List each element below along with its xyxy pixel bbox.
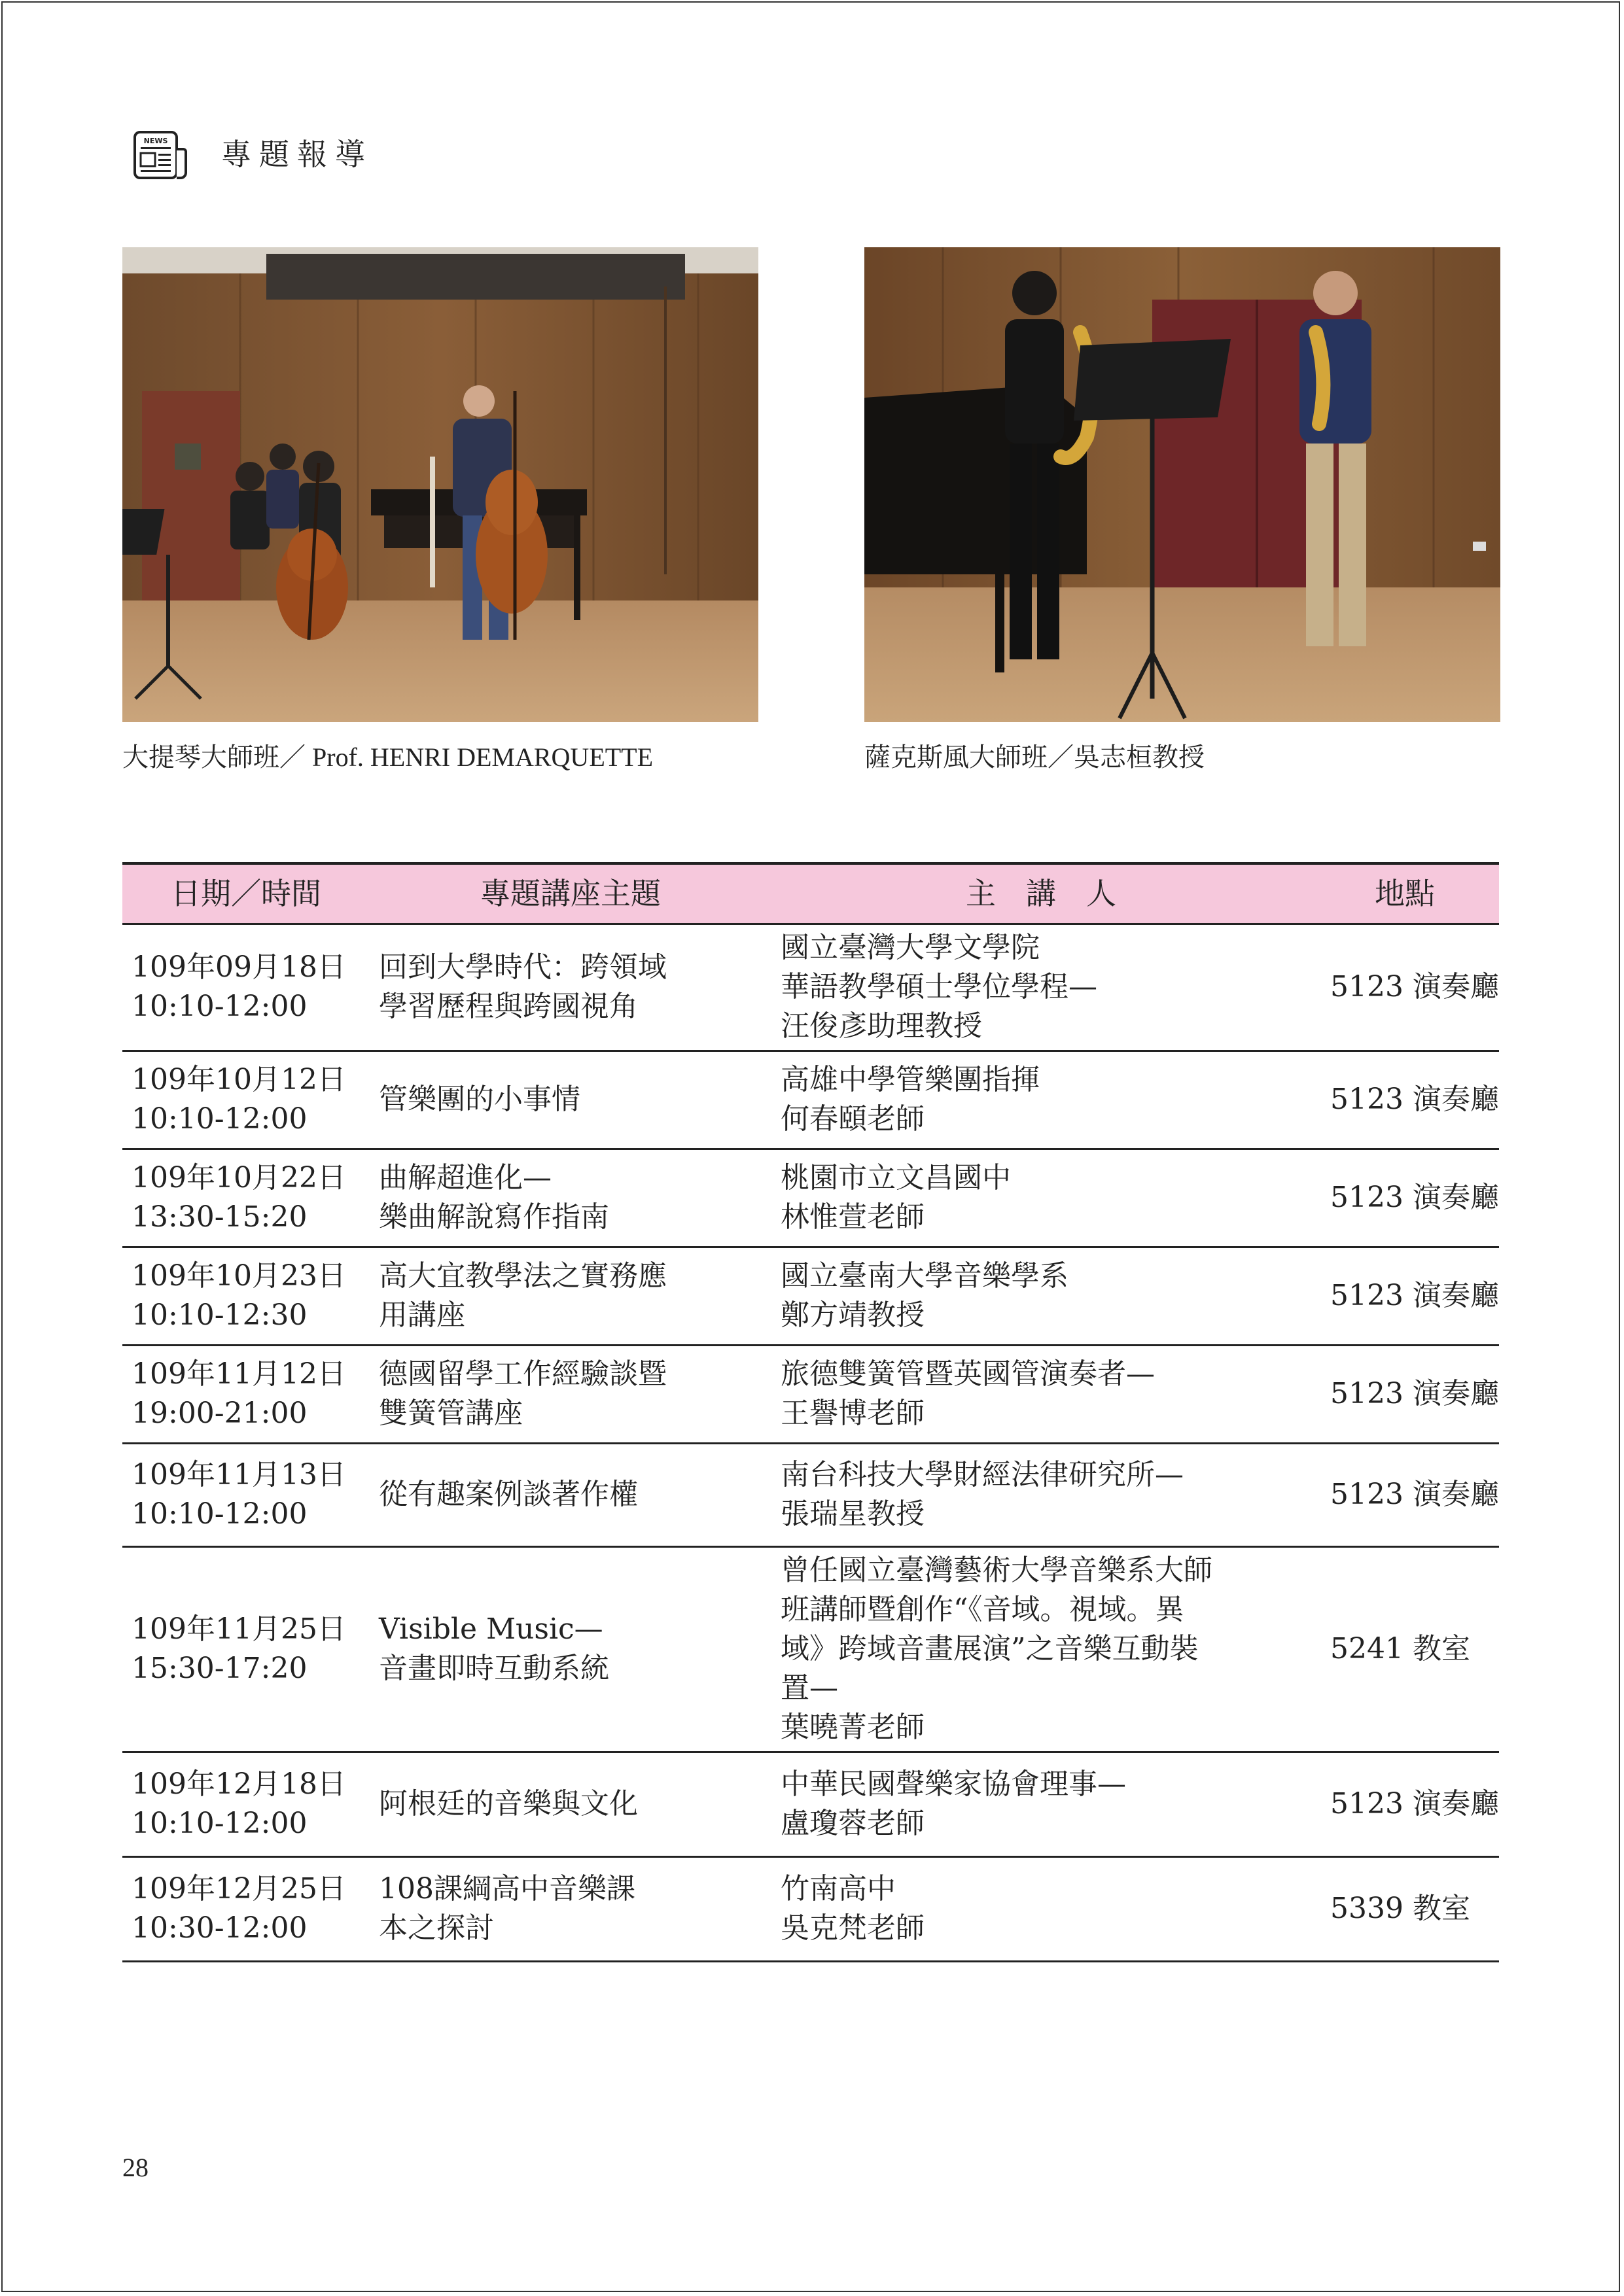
cell-speaker-line: 張瑞星教授	[781, 1497, 925, 1531]
cell-topic-line: Visible Music—	[379, 1612, 603, 1646]
cell-speaker-line: 竹南高中	[781, 1872, 896, 1905]
cell-topic-line: 學習歷程與跨國視角	[379, 990, 638, 1023]
cell-speaker-line: 南台科技大學財經法律研究所—	[781, 1458, 1184, 1491]
cell-speaker	[771, 924, 1311, 1051]
cell-speaker-line: 王譽博老師	[781, 1397, 925, 1430]
cell-place	[1311, 924, 1499, 1051]
cell-place-line: 5123 演奏廳	[1330, 1478, 1499, 1511]
cell-speaker-line: 鄭方靖教授	[781, 1298, 925, 1332]
cell-speaker-line: 旅德雙簧管暨英國管演奏者—	[781, 1357, 1155, 1391]
column-header-date: 日期／時間	[122, 863, 370, 924]
cell-speaker-line: 桃園市立文昌國中	[781, 1161, 1011, 1194]
table-row	[122, 1345, 1499, 1443]
cell-date-time-line: 109年10月12日	[132, 1063, 346, 1096]
cell-speaker	[771, 1051, 1311, 1149]
table-row	[122, 1051, 1499, 1149]
cell-speaker-line: 置—	[781, 1671, 838, 1705]
column-header-place: 地點	[1311, 863, 1499, 924]
cell-speaker	[771, 1149, 1311, 1247]
page-number: 28	[122, 2153, 149, 2182]
cell-place	[1311, 1149, 1499, 1247]
cell-date-time	[122, 1149, 370, 1247]
cell-speaker-line: 盧瓊蓉老師	[781, 1807, 925, 1840]
cell-date-time	[122, 1247, 370, 1345]
lecture-schedule-table	[122, 862, 1499, 1962]
cell-place-line: 5123 演奏廳	[1330, 1279, 1499, 1312]
cell-speaker-line: 汪俊彥助理教授	[781, 1009, 982, 1043]
cell-date-time	[122, 1051, 370, 1149]
cell-topic-line: 從有趣案例談著作權	[379, 1478, 638, 1511]
cell-speaker-line: 班講師暨創作“《音域。視域。異	[781, 1593, 1184, 1626]
cell-speaker-line: 吳克梵老師	[781, 1911, 925, 1945]
cell-speaker-line: 中華民國聲樂家協會理事—	[781, 1767, 1126, 1801]
cell-topic-line: 108課綱高中音樂課	[379, 1872, 635, 1905]
cell-topic	[370, 1051, 771, 1149]
cell-topic-line: 用講座	[379, 1298, 465, 1332]
table-row	[122, 1856, 1499, 1961]
cell-topic-line: 音畫即時互動系統	[379, 1652, 609, 1685]
cell-date-time-line: 109年10月22日	[132, 1161, 346, 1194]
cell-date-time-line: 10:10-12:00	[132, 1497, 308, 1531]
cell-speaker	[771, 1856, 1311, 1961]
cell-speaker	[771, 1752, 1311, 1856]
cell-place-line: 5123 演奏廳	[1330, 1181, 1499, 1214]
cell-place	[1311, 1345, 1499, 1443]
saxophone-masterclass-photo	[864, 247, 1500, 722]
cell-date-time	[122, 1443, 370, 1546]
cell-speaker-line: 國立臺南大學音樂學系	[781, 1259, 1068, 1293]
cell-topic-line: 雙簧管講座	[379, 1397, 523, 1430]
cell-date-time	[122, 1345, 370, 1443]
cell-speaker-line: 曾任國立臺灣藝術大學音樂系大師	[781, 1554, 1212, 1587]
cell-speaker-line: 域》跨域音畫展演”之音樂互動裝	[781, 1632, 1199, 1665]
cell-date-time-line: 109年11月12日	[132, 1357, 346, 1391]
cell-place-line: 5123 演奏廳	[1330, 1787, 1499, 1820]
cell-topic-line: 阿根廷的音樂與文化	[379, 1787, 638, 1820]
cell-topic-line: 高大宜教學法之實務應	[379, 1259, 667, 1293]
cell-place	[1311, 1546, 1499, 1752]
cell-date-time-line: 19:00-21:00	[132, 1397, 308, 1430]
table-row	[122, 1546, 1499, 1752]
cell-speaker	[771, 1443, 1311, 1546]
cell-date-time-line: 10:30-12:00	[132, 1911, 308, 1945]
cell-place-line: 5339 教室	[1330, 1892, 1470, 1925]
cell-topic-line: 本之探討	[379, 1911, 494, 1945]
cell-date-time-line: 109年11月25日	[132, 1612, 346, 1646]
cell-place-line: 5241 教室	[1330, 1632, 1470, 1665]
cell-date-time-line: 109年12月25日	[132, 1872, 346, 1905]
cello-masterclass-photo	[122, 247, 758, 722]
cell-place-line: 5123 演奏廳	[1330, 970, 1499, 1003]
column-header-speaker: 主 講 人	[771, 863, 1311, 924]
cell-date-time-line: 109年12月18日	[132, 1767, 346, 1801]
cell-topic-line: 德國留學工作經驗談暨	[379, 1357, 667, 1391]
table-row	[122, 1247, 1499, 1345]
photo-caption: 大提琴大師班／ Prof. HENRI DEMARQUETTE	[122, 742, 654, 772]
cell-speaker-line: 林惟萱老師	[781, 1200, 925, 1234]
cell-topic	[370, 1345, 771, 1443]
cell-topic	[370, 1247, 771, 1345]
cell-date-time	[122, 1752, 370, 1856]
table-row	[122, 1443, 1499, 1546]
table-row	[122, 1752, 1499, 1856]
cell-place	[1311, 1752, 1499, 1856]
cell-topic-line: 回到大學時代：跨領域	[379, 950, 667, 984]
cell-topic	[370, 1856, 771, 1961]
cell-place	[1311, 1051, 1499, 1149]
cell-speaker	[771, 1247, 1311, 1345]
cell-date-time-line: 13:30-15:20	[132, 1200, 308, 1234]
cell-date-time-line: 10:10-12:00	[132, 1102, 308, 1136]
photo-caption: 薩克斯風大師班／吳志桓教授	[864, 742, 1205, 772]
svg-text:NEWS: NEWS	[143, 137, 168, 145]
cell-date-time	[122, 924, 370, 1051]
cell-date-time-line: 109年11月13日	[132, 1458, 346, 1491]
cell-place-line: 5123 演奏廳	[1330, 1377, 1499, 1410]
cell-speaker-line: 葉曉菁老師	[781, 1711, 925, 1744]
cell-date-time-line: 109年09月18日	[132, 950, 346, 984]
cell-topic-line: 管樂團的小事情	[379, 1083, 580, 1116]
cell-speaker-line: 高雄中學管樂團指揮	[781, 1063, 1040, 1096]
cell-topic-line: 曲解超進化—	[379, 1161, 552, 1194]
cell-place	[1311, 1443, 1499, 1546]
cell-date-time-line: 10:10-12:00	[132, 990, 308, 1023]
cell-speaker	[771, 1546, 1311, 1752]
cell-speaker-line: 華語教學碩士學位學程—	[781, 970, 1097, 1003]
cell-date-time-line: 109年10月23日	[132, 1259, 346, 1293]
table-row	[122, 924, 1499, 1051]
cell-speaker-line: 國立臺灣大學文學院	[781, 931, 1040, 964]
cell-date-time-line: 15:30-17:20	[132, 1652, 308, 1685]
table-row	[122, 1149, 1499, 1247]
cell-topic-line: 樂曲解說寫作指南	[379, 1200, 609, 1234]
cell-topic	[370, 1752, 771, 1856]
cell-speaker-line: 何春頤老師	[781, 1102, 925, 1136]
cell-date-time-line: 10:10-12:30	[132, 1298, 308, 1332]
table-header-row	[122, 863, 1499, 924]
cell-topic	[370, 924, 771, 1051]
column-header-topic: 專題講座主題	[370, 863, 771, 924]
newspaper-icon	[133, 130, 188, 181]
cell-date-time-line: 10:10-12:00	[132, 1807, 308, 1840]
section-title: 專題報導	[221, 137, 373, 172]
cell-date-time	[122, 1856, 370, 1961]
cell-place-line: 5123 演奏廳	[1330, 1083, 1499, 1116]
cell-topic	[370, 1546, 771, 1752]
cell-topic	[370, 1443, 771, 1546]
cell-place	[1311, 1247, 1499, 1345]
cell-date-time	[122, 1546, 370, 1752]
cell-topic	[370, 1149, 771, 1247]
cell-place	[1311, 1856, 1499, 1961]
cell-speaker	[771, 1345, 1311, 1443]
